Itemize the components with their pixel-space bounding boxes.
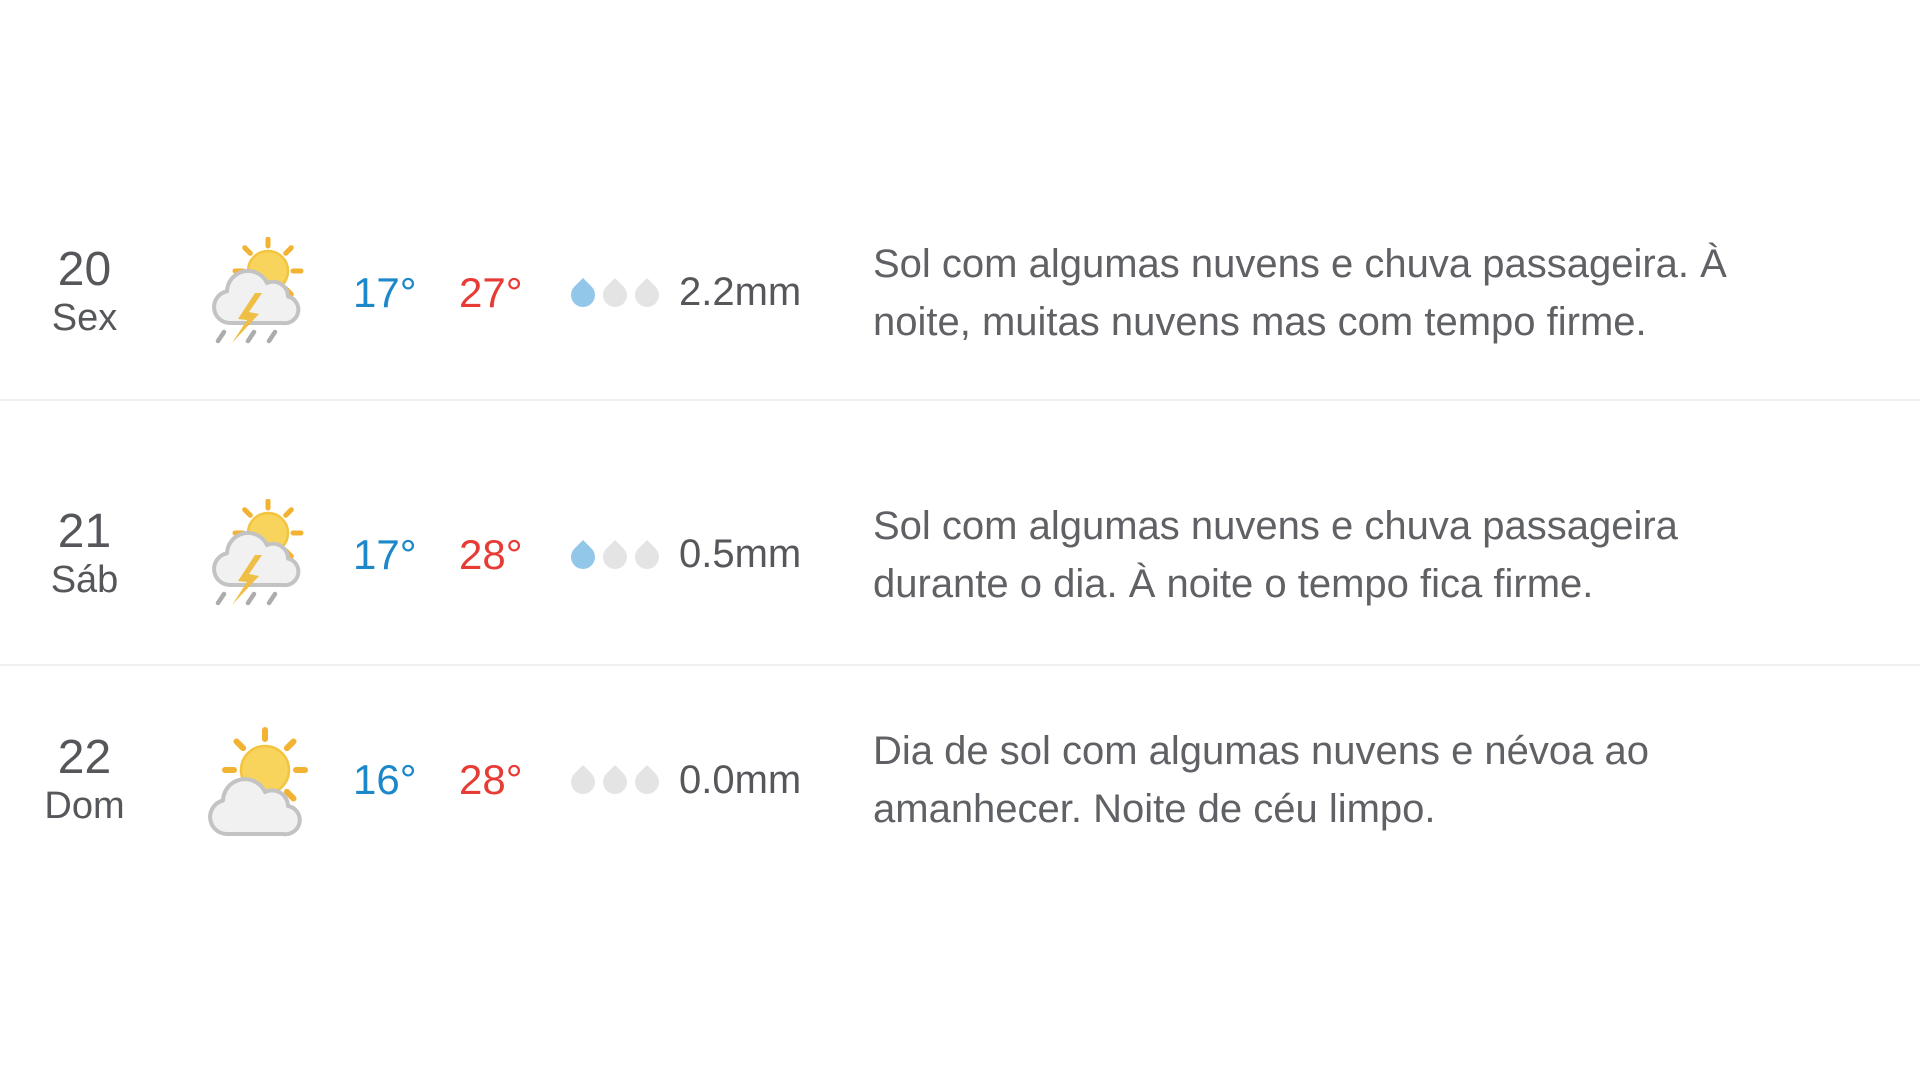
weather-icon [205,499,315,611]
precipitation-value: 0.5mm [679,532,802,576]
drop-icon [598,765,632,799]
rain-drops [571,541,663,569]
drop-icon [630,765,664,799]
drop-icon [598,540,632,574]
drop-icon [630,540,664,574]
drop-icon [598,278,632,312]
day-name: Sex [51,297,118,339]
drop-icon [630,278,664,312]
description-line: noite, muitas nuvens mas com tempo firme. [873,299,1647,344]
precipitation-value: 0.0mm [679,757,802,802]
max-temp: 28° [459,756,523,803]
day-description [873,497,1853,613]
description-line: Dia de sol com algumas nuvens e névoa ao [873,729,1650,773]
weather-icon [205,720,315,840]
min-temp: 16° [353,756,417,803]
drop-icon [566,765,600,799]
day-name: Dom [44,784,125,827]
rain-drops [571,766,663,794]
description-line: amanhecer. Noite de céu limpo. [873,787,1436,831]
forecast-list [0,180,1920,894]
min-temp: 17° [353,268,417,316]
day-cell [12,244,157,341]
day-number: 22 [57,730,112,784]
max-temp: 27° [459,268,523,316]
thunderstorm-sun-icon [205,237,315,349]
drop-icon [566,540,600,574]
day-description [873,722,1853,838]
drop-icon [566,278,600,312]
rain-drops [571,279,663,307]
description-line: Sol com algumas nuvens e chuva passageira [873,503,1678,548]
sun-behind-cloud-icon [205,720,315,840]
precipitation-value: 2.2mm [679,270,802,314]
min-temp: 17° [353,530,417,578]
day-description [873,235,1853,351]
max-temp: 28° [459,530,523,578]
forecast-row[interactable] [0,666,1920,894]
weather-icon [205,237,315,349]
day-number: 21 [57,505,112,559]
forecast-row[interactable] [0,401,1920,666]
day-name: Sáb [50,559,119,601]
forecast-row[interactable] [0,180,1920,401]
description-line: Sol com algumas nuvens e chuva passageira. À [873,241,1727,286]
day-cell [12,732,157,829]
day-number: 20 [57,243,112,297]
thunderstorm-sun-icon [205,499,315,611]
day-cell [12,506,157,603]
description-line: durante o dia. À noite o tempo fica firme. [873,561,1594,606]
